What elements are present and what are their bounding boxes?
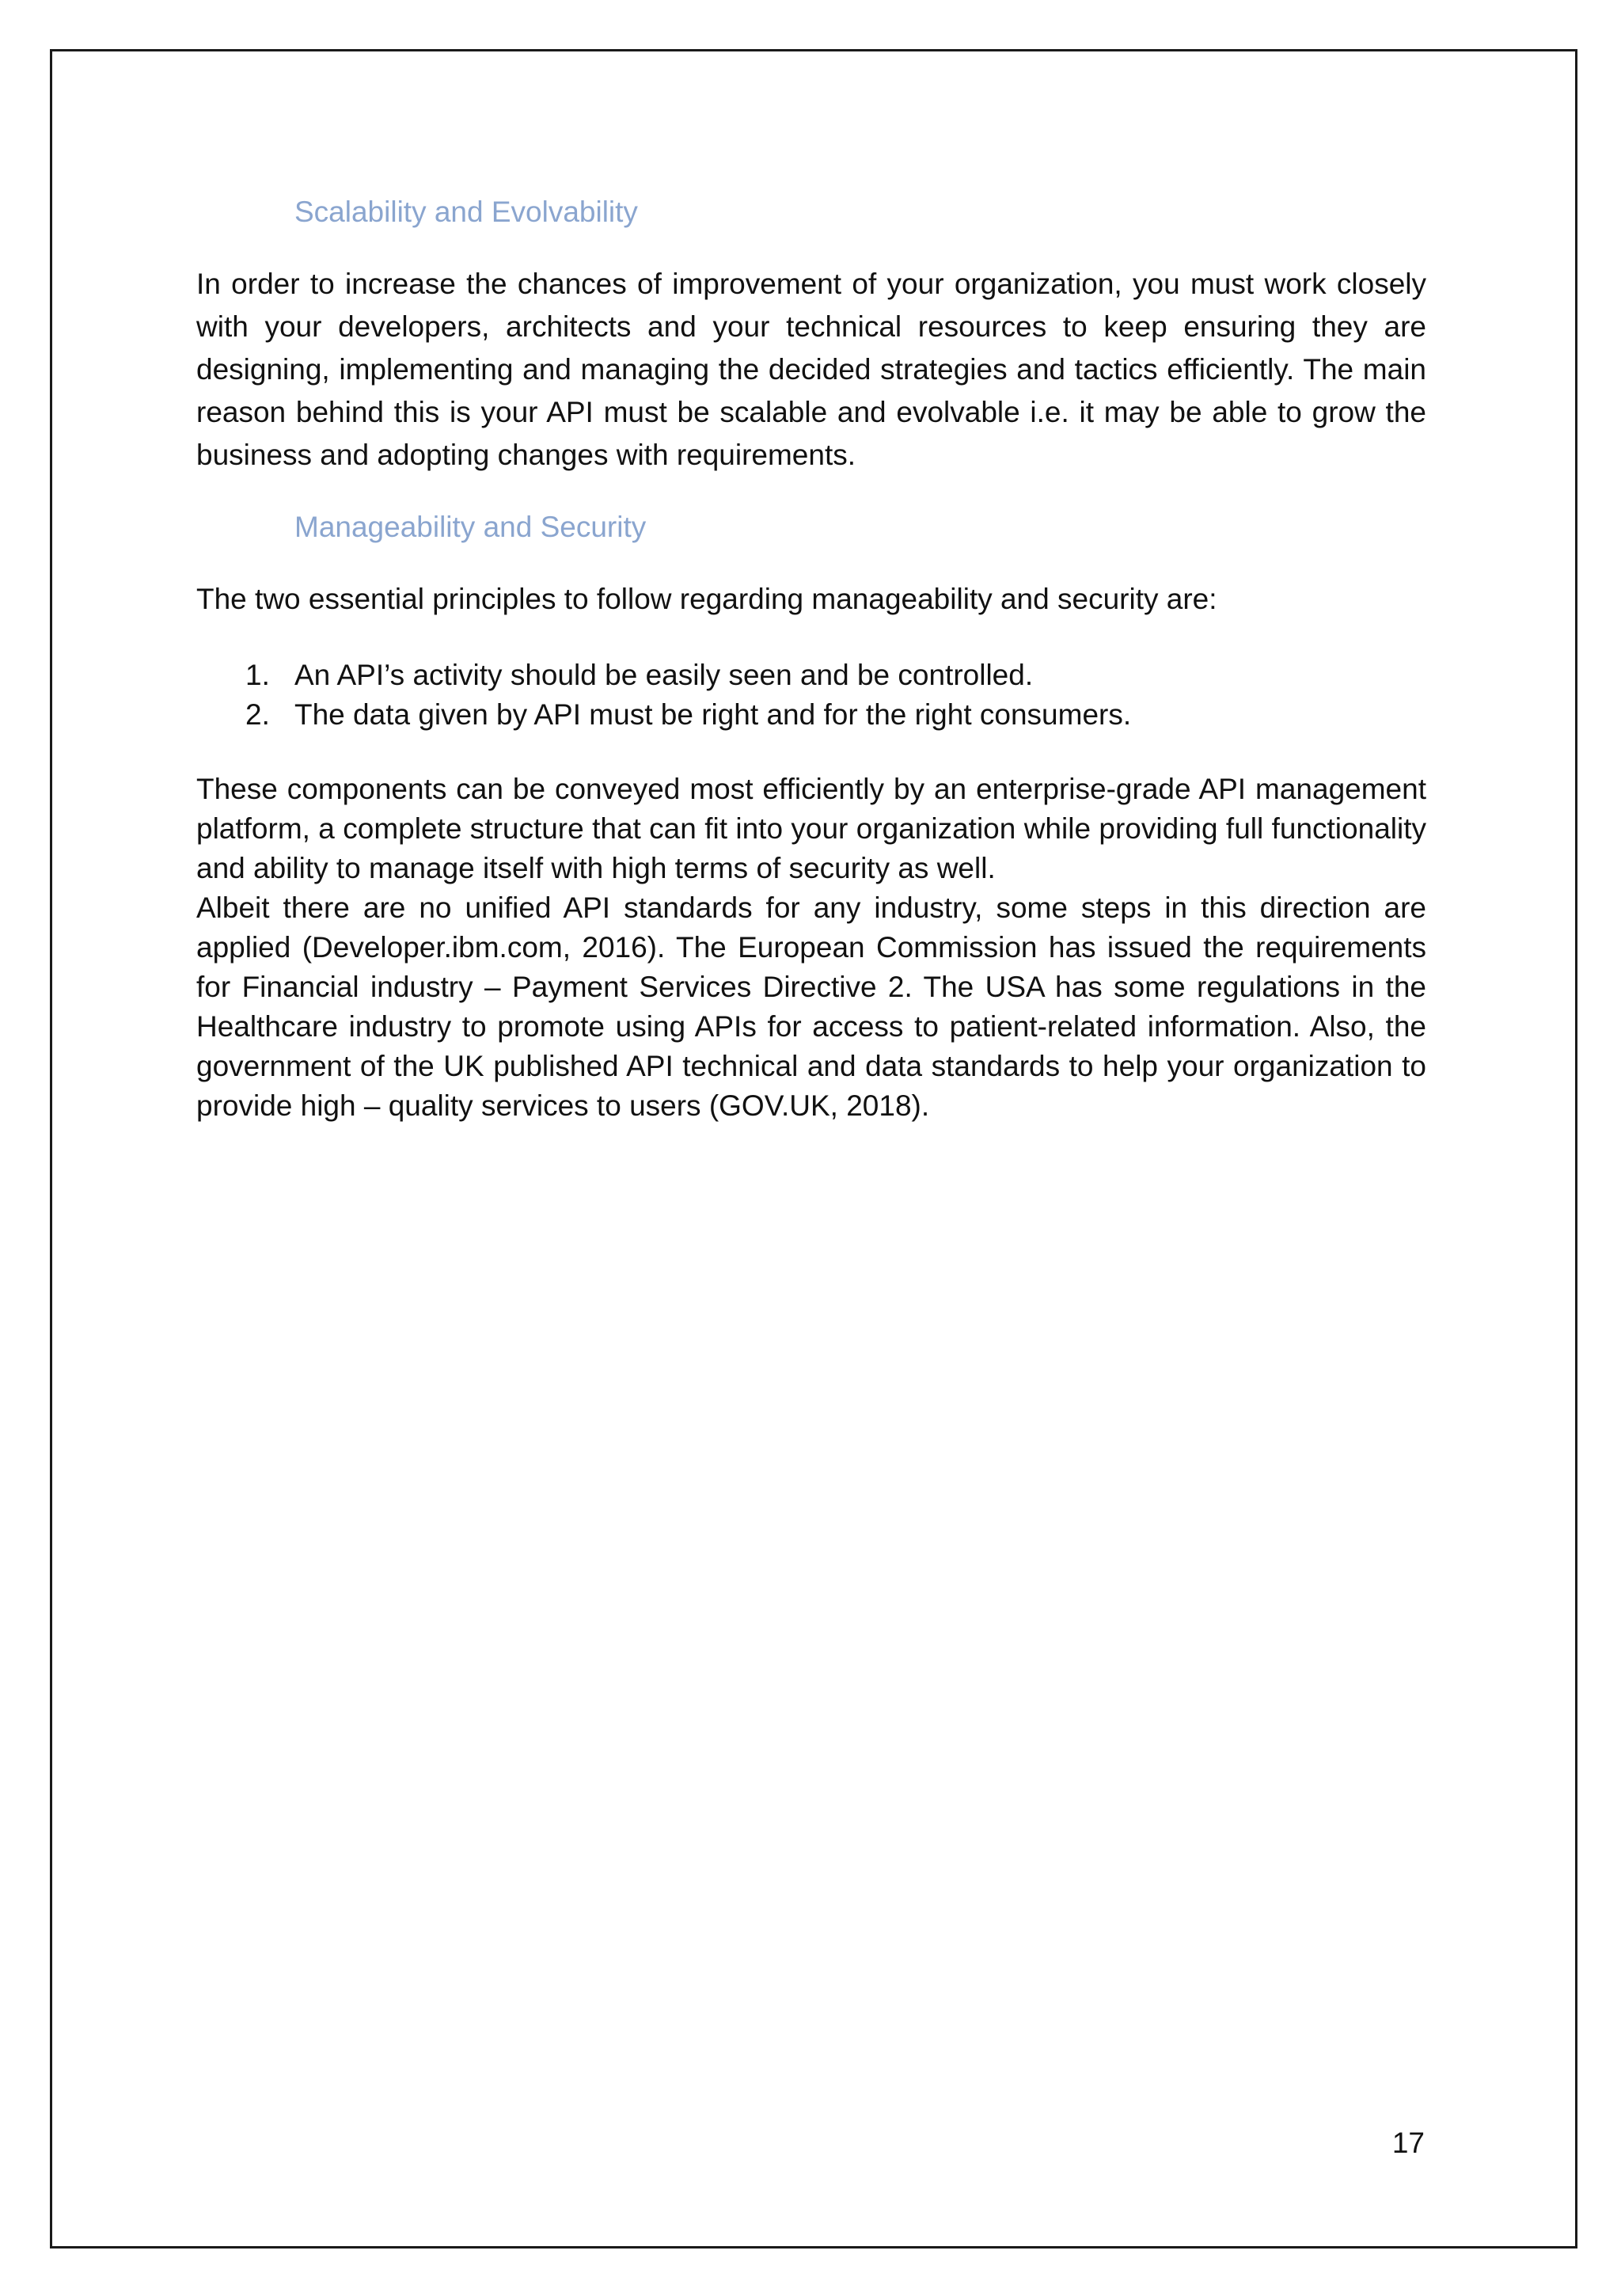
list-text: The data given by API must be right and for the right consumers. <box>294 698 1132 731</box>
spacer <box>196 621 1426 656</box>
list-item <box>196 656 1426 695</box>
section-heading-security: Manageability and Security <box>294 511 647 543</box>
spacer <box>196 549 1426 578</box>
spacer <box>196 234 1426 263</box>
spacer <box>196 477 1426 505</box>
page-number: 17 <box>1391 2127 1425 2159</box>
list-text: An API’s activity should be easily seen and be controlled. <box>294 659 1034 691</box>
list-number: 1. <box>245 659 270 691</box>
paragraph-standards: Albeit there are no unified API standards for any industry, some steps in this direction are applied (Developer.ibm.com, 2016). The European Commission has issued the requirements for Financial industry – Payment Services Directive 2. The USA has some regulations in the Healthcare industry to promote using APIs for access to patient-related information. Also, the government of the UK published API technical and data standards to help your organization to provide high – quality services to users (GOV.UK, 2018). <box>196 891 1426 1122</box>
principles-list <box>196 656 1426 735</box>
paragraph-security-intro: The two essential principles to follow regarding manageability and security are: <box>196 583 1217 615</box>
paragraph-scalability: In order to increase the chances of improvement of your organization, you must work closely with your developers, architects and your technical resources to keep ensuring they are designing, implementing and managing the decided strategies and tactics efficiently. The main reason behind this is your API must be scalable and evolvable i.e. it may be able to grow the business and adopting changes with requirements. <box>196 268 1426 471</box>
document-body <box>196 190 1426 1126</box>
list-item <box>196 695 1426 735</box>
section-heading-scalability: Scalability and Evolvability <box>294 196 638 228</box>
paragraph-components: These components can be conveyed most efficiently by an enterprise-grade API management platform, a complete structure that can fit into your organization while providing full functionality and ability to manage itself with high terms of security as well. <box>196 773 1426 884</box>
list-number: 2. <box>245 698 270 731</box>
spacer <box>196 735 1426 770</box>
